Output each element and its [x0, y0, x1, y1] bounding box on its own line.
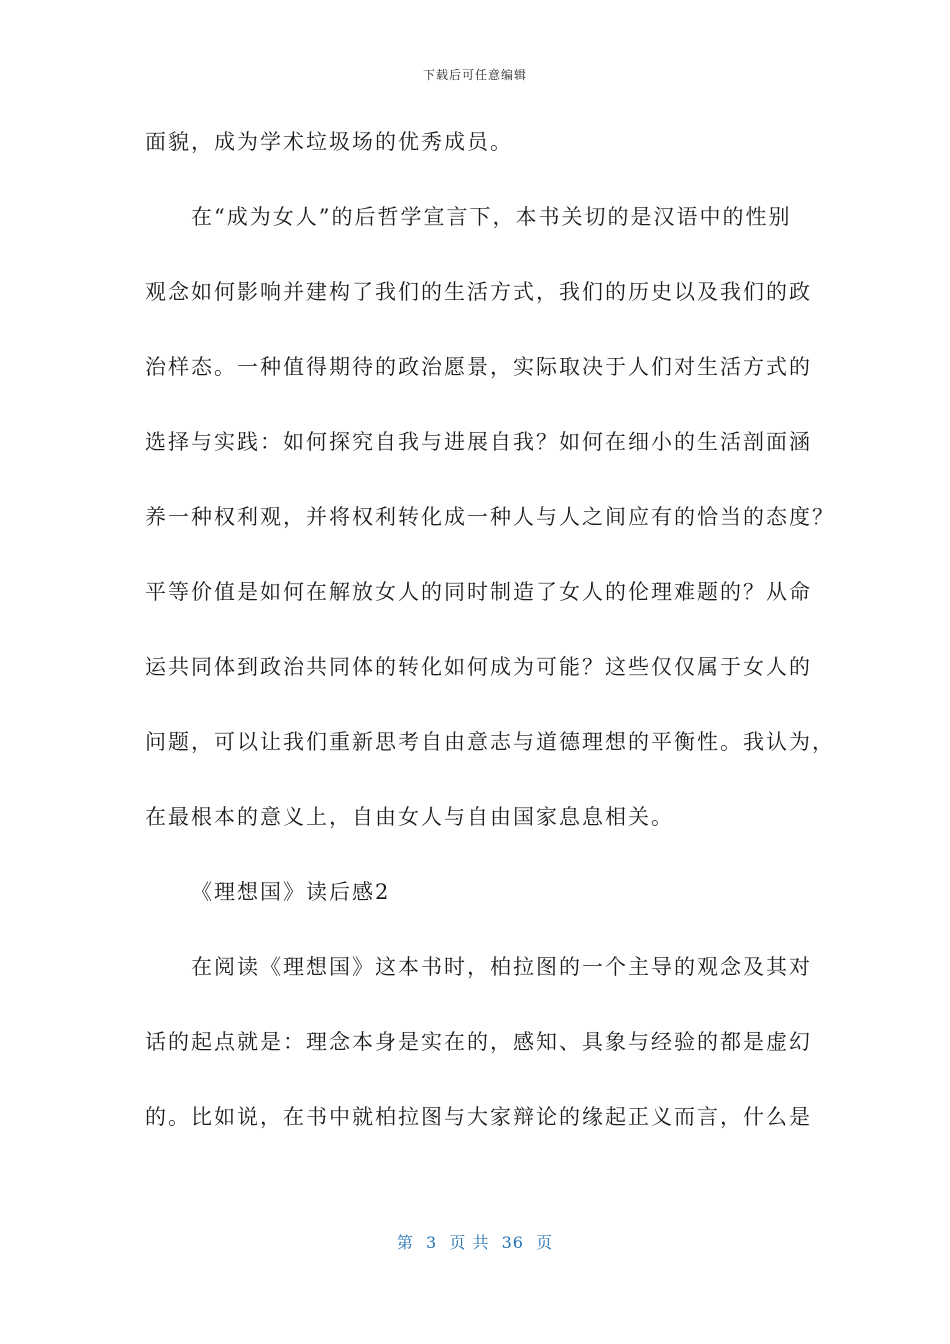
text-line: 话的起点就是：理念本身是实在的，感知、具象与经验的都是虚幻 [145, 1030, 812, 1054]
text-line: 运共同体到政治共同体的转化如何成为可能？这些仅仅属于女人的 [145, 655, 812, 679]
text-line: 在“成为女人”的后哲学宣言下，本书关切的是汉语中的性别 [191, 205, 792, 229]
text-line: 养一种权利观，并将权利转化成一种人与人之间应有的恰当的态度？ [145, 505, 835, 529]
text-line: 治样态。一种值得期待的政治愿景，实际取决于人们对生活方式的 [145, 355, 812, 379]
text-line: 平等价值是如何在解放女人的同时制造了女人的伦理难题的？从命 [145, 580, 812, 604]
document-body [145, 124, 835, 1174]
page-number: 第 3 页 共 36 页 [396, 1233, 554, 1252]
section-heading: 《理想国》读后感2 [191, 880, 391, 904]
text-line: 的。比如说，在书中就柏拉图与大家辩论的缘起正义而言，什么是 [145, 1105, 812, 1129]
text-line: 选择与实践：如何探究自我与进展自我？如何在细小的生活剖面涵 [145, 430, 812, 454]
text-line: 问题，可以让我们重新思考自由意志与道德理想的平衡性。我认为， [145, 730, 835, 754]
text-line: 在最根本的意义上，自由女人与自由国家息息相关。 [145, 805, 674, 829]
text-line: 在阅读《理想国》这本书时，柏拉图的一个主导的观念及其对 [191, 955, 812, 979]
text-line: 面貌，成为学术垃圾场的优秀成员。 [145, 130, 513, 154]
header-note: 下载后可任意编辑 [422, 68, 527, 82]
text-line: 观念如何影响并建构了我们的生活方式，我们的历史以及我们的政 [145, 280, 812, 304]
